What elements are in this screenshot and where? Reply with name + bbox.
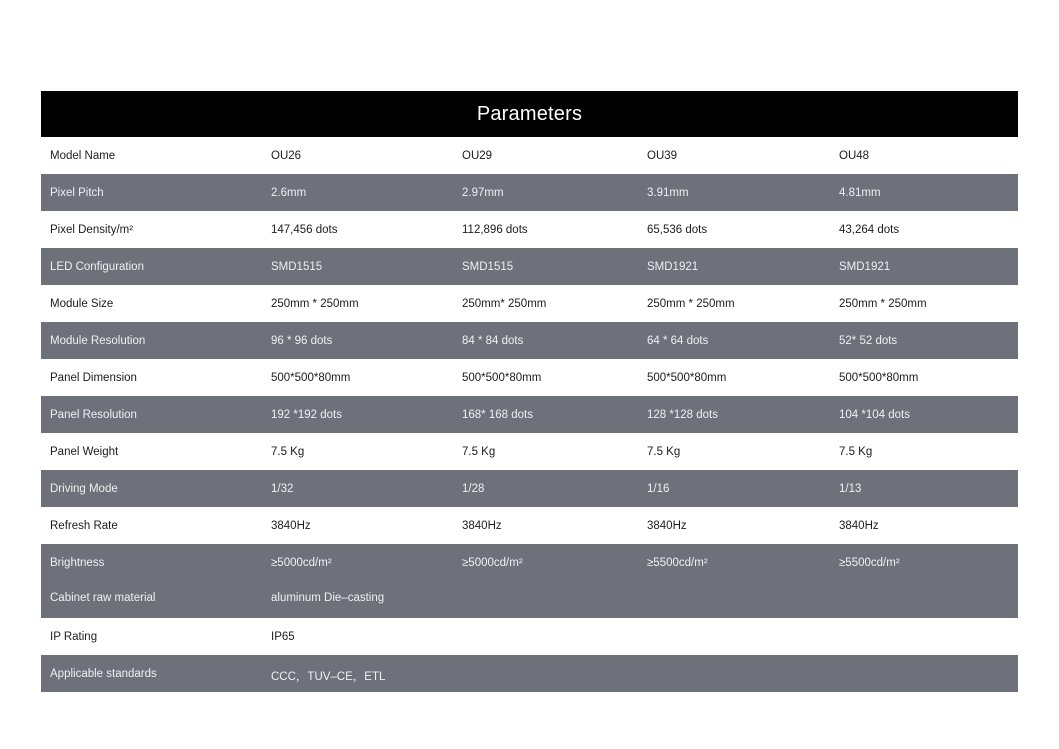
- row-pixel-pitch: [41, 174, 1018, 211]
- row-panel-dimension: [41, 359, 1018, 396]
- cell-value: 192 *192 dots: [271, 409, 342, 421]
- cell-value: 500*500*80mm: [271, 372, 351, 384]
- cell-value: 64 * 64 dots: [647, 335, 709, 347]
- table-title: Parameters: [41, 91, 1018, 137]
- cell-value: 7.5 Kg: [839, 446, 873, 458]
- row-module-size: [41, 285, 1018, 322]
- cell-value: 7.5 Kg: [271, 446, 305, 458]
- cell-value: 500*500*80mm: [462, 372, 542, 384]
- row-label: Panel Dimension: [50, 372, 137, 384]
- row-refresh-rate: [41, 507, 1018, 544]
- cell-value: 250mm * 250mm: [647, 298, 735, 310]
- row-ip-rating: [41, 618, 1018, 655]
- cell-value: 84 * 84 dots: [462, 335, 524, 347]
- row-label: Pixel Density/m²: [50, 224, 134, 236]
- row-driving-mode: [41, 470, 1018, 507]
- cell-value: 1/28: [462, 483, 485, 495]
- row-pixel-density: [41, 211, 1018, 248]
- row-applicable-standards: [41, 655, 1018, 692]
- cell-value: SMD1515: [271, 261, 323, 273]
- cell-value: 104 *104 dots: [839, 409, 910, 421]
- cell-value: 128 *128 dots: [647, 409, 718, 421]
- cell-value: aluminum Die–casting: [271, 592, 385, 604]
- row-label: Pixel Pitch: [50, 187, 104, 199]
- cell-value: ≥5500cd/m²: [839, 557, 900, 569]
- cell-value: 500*500*80mm: [839, 372, 919, 384]
- cell-value: 2.6mm: [271, 187, 307, 199]
- cell-value: OU29: [462, 150, 493, 162]
- row-label: Refresh Rate: [50, 520, 118, 532]
- cell-value: 7.5 Kg: [647, 446, 681, 458]
- cell-value: 3840Hz: [462, 520, 502, 532]
- cell-value: 168* 168 dots: [462, 409, 533, 421]
- cell-value: 2.97mm: [462, 187, 504, 199]
- row-brightness-cabinet: [41, 544, 1018, 618]
- cell-value: 112,896 dots: [462, 224, 528, 236]
- cell-value: 3840Hz: [647, 520, 687, 532]
- row-label: Module Size: [50, 298, 114, 310]
- row-label: Panel Weight: [50, 446, 119, 458]
- row-model-name: [41, 137, 1018, 174]
- row-panel-resolution: [41, 396, 1018, 433]
- row-led-configuration: [41, 248, 1018, 285]
- cell-value: 52* 52 dots: [839, 335, 898, 347]
- cell-value: CCC，TUV–CE，ETL: [271, 671, 386, 683]
- cell-value: ≥5000cd/m²: [271, 557, 332, 569]
- row-label: Module Resolution: [50, 335, 146, 347]
- cell-value: 3840Hz: [271, 520, 311, 532]
- cell-value: IP65: [271, 631, 295, 643]
- row-label: Model Name: [50, 150, 116, 162]
- row-label: Panel Resolution: [50, 409, 137, 421]
- cell-value: 7.5 Kg: [462, 446, 496, 458]
- row-label: LED Configuration: [50, 261, 144, 273]
- parameters-table: [41, 91, 1018, 692]
- cell-value: 1/13: [839, 483, 862, 495]
- cell-value: 250mm* 250mm: [462, 298, 547, 310]
- cell-value: 250mm * 250mm: [839, 298, 927, 310]
- cell-value: ≥5000cd/m²: [462, 557, 523, 569]
- row-label: IP Rating: [50, 631, 98, 643]
- row-label: Cabinet raw material: [50, 592, 156, 604]
- cell-value: SMD1921: [647, 261, 699, 273]
- row-panel-weight: [41, 433, 1018, 470]
- row-label: Applicable standards: [50, 668, 157, 680]
- cell-value: OU26: [271, 150, 302, 162]
- cell-value: SMD1921: [839, 261, 891, 273]
- cell-value: 250mm * 250mm: [271, 298, 359, 310]
- cell-value: ≥5500cd/m²: [647, 557, 708, 569]
- row-module-resolution: [41, 322, 1018, 359]
- cell-value: OU48: [839, 150, 870, 162]
- cell-value: 65,536 dots: [647, 224, 708, 236]
- cell-value: 43,264 dots: [839, 224, 900, 236]
- cell-value: 3840Hz: [839, 520, 879, 532]
- cell-value: 147,456 dots: [271, 224, 338, 236]
- cell-value: 500*500*80mm: [647, 372, 727, 384]
- cell-value: 3.91mm: [647, 187, 689, 199]
- cell-value: OU39: [647, 150, 678, 162]
- cell-value: 4.81mm: [839, 187, 881, 199]
- cell-value: SMD1515: [462, 261, 514, 273]
- cell-value: 1/16: [647, 483, 670, 495]
- row-label: Brightness: [50, 557, 105, 569]
- cell-value: 96 * 96 dots: [271, 335, 333, 347]
- row-label: Driving Mode: [50, 483, 118, 495]
- cell-value: 1/32: [271, 483, 294, 495]
